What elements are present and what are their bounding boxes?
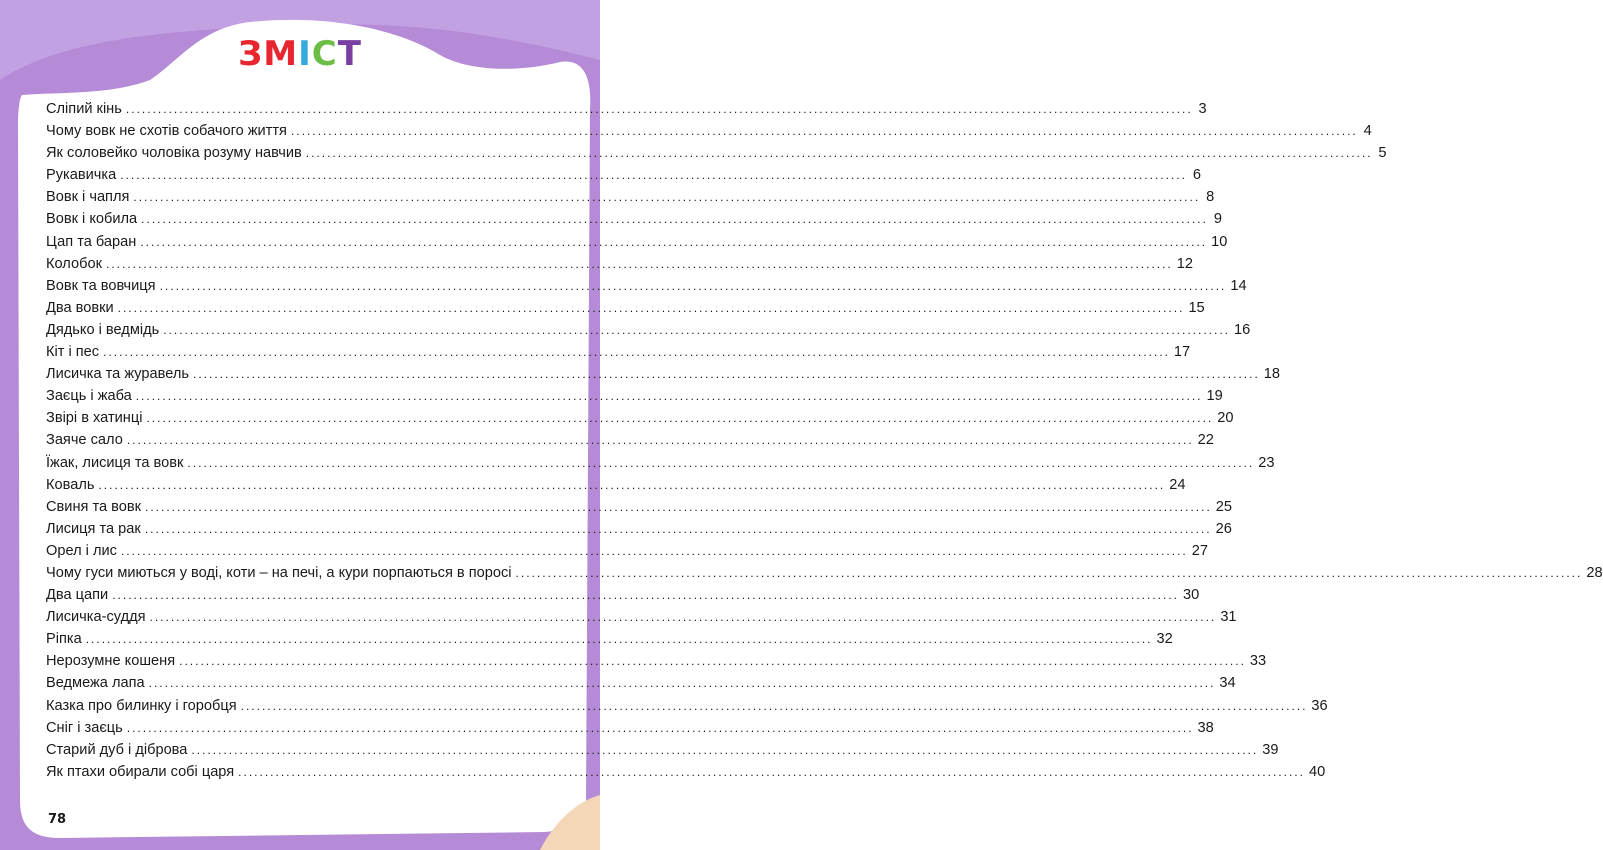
toc-leader-dots: ........................................................................................................................................................................................................	[120, 168, 1187, 183]
toc-entry-page: 10	[1211, 233, 1228, 250]
toc-entry-title: Старий дуб і діброва	[46, 741, 188, 758]
toc-entry	[46, 319, 1251, 341]
toc-entry	[46, 452, 1275, 474]
toc-leader-dots: ........................................................................................................................................................................................................	[117, 300, 1185, 315]
toc-entry	[46, 297, 1205, 319]
toc-entry-page: 19	[1206, 388, 1223, 405]
toc-leader-dots: ........................................................................................................................................................................................................	[238, 764, 1305, 779]
table-of-contents	[46, 98, 1603, 783]
toc-entry-title: Ведмежа лапа	[46, 675, 145, 692]
toc-entry-page: 28	[1586, 564, 1603, 581]
title-letter: М	[263, 34, 299, 74]
toc-entry-page: 22	[1197, 432, 1214, 449]
toc-entry-title: Лисичка та журавель	[46, 366, 189, 383]
toc-entry-page: 6	[1192, 167, 1201, 184]
toc-entry-title: Дядько і ведмідь	[46, 321, 160, 338]
title-letter: С	[311, 34, 338, 74]
toc-entry	[46, 120, 1372, 142]
toc-entry	[46, 208, 1222, 230]
toc-leader-dots: ........................................................................................................................................................................................................	[240, 698, 1308, 713]
page-title	[0, 34, 600, 74]
toc-entry	[46, 562, 1603, 584]
toc-entry-title: Свиня та вовк	[46, 498, 141, 515]
page-number: 78	[48, 812, 67, 827]
toc-leader-dots: ........................................................................................................................................................................................................	[192, 367, 1260, 382]
toc-entry-page: 4	[1363, 123, 1372, 140]
toc-entry-page: 30	[1182, 587, 1200, 604]
toc-entry	[46, 761, 1326, 783]
toc-leader-dots: ........................................................................................................................................................................................................	[125, 102, 1193, 116]
toc-entry-page: 18	[1263, 366, 1281, 383]
toc-leader-dots: ........................................................................................................................................................................................................	[105, 256, 1173, 271]
toc-leader-dots: ........................................................................................................................................................................................................	[85, 632, 1153, 647]
toc-leader-dots: ........................................................................................................................................................................................................	[159, 278, 1227, 293]
toc-entry-title: Кіт і пес	[46, 344, 100, 361]
toc-entry	[46, 650, 1267, 672]
toc-leader-dots: ........................................................................................................................................................................................................	[146, 411, 1214, 426]
toc-entry-title: Лисичка-суддя	[46, 609, 146, 626]
toc-entry-title: Чому гуси миються у воді, коти – на печі, а кури порпаються в поросі	[46, 564, 512, 581]
toc-leader-dots: ........................................................................................................................................................................................................	[515, 565, 1583, 580]
toc-entry	[46, 142, 1387, 164]
toc-entry-title: Як соловейко чоловіка розуму навчив	[46, 145, 302, 162]
toc-entry-page: 33	[1249, 653, 1267, 670]
toc-entry-page: 27	[1191, 542, 1208, 559]
toc-entry-title: Їжак, лисиця та вовк	[46, 454, 184, 471]
toc-entry-title: Колобок	[46, 255, 102, 272]
toc-entry-page: 20	[1217, 410, 1234, 427]
toc-entry-title: Казка про билинку і горобця	[46, 697, 237, 714]
toc-leader-dots: ........................................................................................................................................................................................................	[148, 676, 1216, 691]
toc-leader-dots: ........................................................................................................................................................................................................	[98, 477, 1166, 492]
toc-entry	[46, 98, 1207, 120]
toc-leader-dots: ........................................................................................................................................................................................................	[126, 720, 1194, 735]
toc-entry-page: 3	[1198, 101, 1207, 117]
toc-entry	[46, 385, 1223, 407]
toc-entry	[46, 584, 1200, 606]
toc-entry-title: Як птахи обирали собі царя	[46, 763, 235, 780]
toc-leader-dots: ........................................................................................................................................................................................................	[290, 124, 1358, 139]
toc-leader-dots: ........................................................................................................................................................................................................	[133, 190, 1201, 205]
toc-entry-title: Два цапи	[46, 587, 109, 604]
toc-entry-page: 24	[1169, 476, 1186, 493]
title-letter: З	[238, 34, 264, 74]
toc-entry	[46, 407, 1234, 429]
toc-entry-title: Два вовки	[46, 299, 114, 316]
toc-entry-page: 9	[1213, 211, 1222, 228]
toc-leader-dots: ........................................................................................................................................................................................................	[141, 212, 1208, 227]
toc-entry	[46, 717, 1214, 739]
toc-entry	[46, 496, 1233, 518]
toc-entry	[46, 628, 1173, 650]
toc-entry	[46, 474, 1186, 496]
toc-leader-dots: ........................................................................................................................................................................................................	[103, 345, 1170, 360]
toc-leader-dots: ........................................................................................................................................................................................................	[163, 322, 1231, 337]
toc-entry	[46, 518, 1232, 540]
toc-entry-page: 14	[1230, 277, 1247, 294]
toc-leader-dots: ........................................................................................................................................................................................................	[149, 610, 1217, 625]
toc-leader-dots: ........................................................................................................................................................................................................	[187, 455, 1255, 470]
toc-entry-page: 26	[1215, 520, 1232, 537]
toc-leader-dots: ........................................................................................................................................................................................................	[305, 146, 1373, 161]
toc-entry-page: 31	[1220, 609, 1237, 626]
toc-entry	[46, 186, 1215, 208]
toc-entry-page: 5	[1378, 145, 1387, 162]
title-letter: І	[298, 34, 312, 74]
toc-leader-dots: ........................................................................................................................................................................................................	[135, 389, 1203, 404]
toc-entry	[46, 540, 1208, 562]
toc-entry-page: 34	[1219, 675, 1236, 692]
toc-entry-title: Вовк і кобила	[46, 211, 138, 228]
toc-entry	[46, 672, 1236, 694]
toc-leader-dots: ........................................................................................................................................................................................................	[126, 433, 1194, 448]
title-letter: Т	[337, 34, 362, 74]
toc-entry-title: Орел і лис	[46, 542, 117, 559]
toc-entry-page: 32	[1156, 631, 1173, 648]
toc-entry-page: 12	[1176, 255, 1193, 272]
toc-entry	[46, 739, 1279, 761]
toc-entry-page: 17	[1173, 344, 1191, 361]
toc-entry	[46, 253, 1193, 275]
toc-entry-title: Лисиця та рак	[46, 520, 141, 537]
toc-entry-page: 8	[1206, 189, 1215, 206]
toc-entry	[46, 164, 1201, 186]
toc-entry	[46, 341, 1191, 363]
toc-entry-title: Рукавичка	[46, 167, 117, 184]
toc-entry-title: Сліпий кінь	[46, 101, 122, 117]
toc-entry-title: Нерозумне кошеня	[46, 653, 176, 670]
toc-entry-page: 23	[1258, 454, 1275, 471]
toc-entry-title: Сніг і заєць	[46, 719, 123, 736]
toc-entry-page: 25	[1215, 498, 1233, 515]
toc-entry	[46, 429, 1214, 451]
toc-leader-dots: ........................................................................................................................................................................................................	[191, 742, 1259, 757]
toc-entry-title: Заяче сало	[46, 432, 123, 449]
toc-entry	[46, 606, 1237, 628]
toc-entry-title: Чому вовк не схотів собачого життя	[46, 123, 287, 140]
toc-leader-dots: ........................................................................................................................................................................................................	[145, 499, 1212, 514]
toc-entry-title: Коваль	[46, 476, 95, 493]
toc-entry-page: 39	[1262, 741, 1279, 758]
toc-leader-dots: ........................................................................................................................................................................................................	[112, 588, 1179, 603]
toc-leader-dots: ........................................................................................................................................................................................................	[140, 234, 1208, 249]
toc-entry-title: Вовк та вовчиця	[46, 277, 156, 294]
toc-leader-dots: ........................................................................................................................................................................................................	[120, 543, 1188, 558]
toc-entry-title: Ріпка	[46, 631, 82, 648]
toc-entry-page: 38	[1197, 719, 1214, 736]
toc-entry-page: 36	[1311, 697, 1328, 714]
toc-entry	[46, 231, 1228, 253]
toc-entry	[46, 275, 1247, 297]
toc-leader-dots: ........................................................................................................................................................................................................	[144, 521, 1212, 536]
toc-entry-title: Вовк і чапля	[46, 189, 130, 206]
toc-entry-title: Заєць і жаба	[46, 388, 132, 405]
toc-leader-dots: ........................................................................................................................................................................................................	[179, 654, 1246, 669]
toc-entry-title: Звірі в хатинці	[46, 410, 143, 427]
toc-entry-title: Цап та баран	[46, 233, 137, 250]
toc-entry	[46, 695, 1328, 717]
toc-entry	[46, 363, 1281, 385]
toc-entry-page: 40	[1308, 763, 1326, 780]
toc-entry-page: 15	[1188, 299, 1205, 316]
toc-entry-page: 16	[1234, 321, 1251, 338]
